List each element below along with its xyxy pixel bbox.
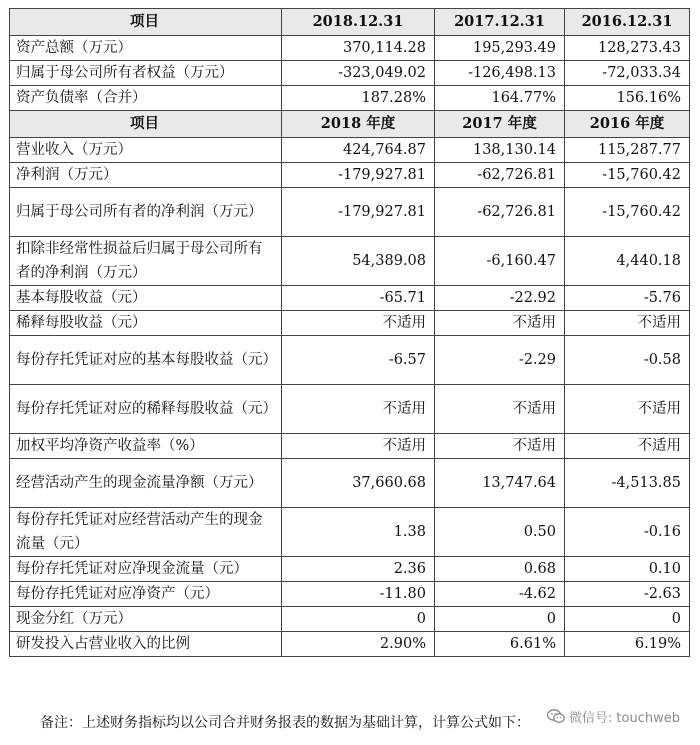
value-2016: 4,440.18 [565,237,690,286]
value-2018: 1.38 [282,508,435,557]
value-2016: 6.19% [565,632,690,657]
value-2016: -2.63 [565,582,690,607]
value-2018: -179,927.81 [282,163,435,188]
header-cell: 2018 年度 [282,111,435,138]
table-row [10,508,690,557]
header-cell: 2016 年度 [565,111,690,138]
header-cell: 2016.12.31 [565,9,690,36]
value-2016: 不适用 [565,311,690,336]
row-label: 资产负债率（合并） [10,86,282,111]
row-label: 归属于母公司所有者权益（万元） [10,61,282,86]
value-2017: 0 [435,607,565,632]
value-2018: -323,049.02 [282,61,435,86]
value-2017: -22.92 [435,286,565,311]
value-2016: 不适用 [565,434,690,459]
value-2017: 138,130.14 [435,138,565,163]
financial-table [9,8,690,657]
row-label: 稀释每股收益（元） [10,311,282,336]
header-cell: 2018.12.31 [282,9,435,36]
value-2016: -15,760.42 [565,188,690,237]
value-2018: 187.28% [282,86,435,111]
value-2017: -126,498.13 [435,61,565,86]
header-cell: 项目 [10,9,282,36]
value-2016: -4,513.85 [565,459,690,508]
row-label: 每份存托凭证对应的稀释每股收益（元） [10,385,282,434]
wechat-icon [547,709,565,724]
watermark [543,705,684,728]
row-label: 基本每股收益（元） [10,286,282,311]
header-cell: 2017 年度 [435,111,565,138]
table-row [10,557,690,582]
row-label: 研发投入占营业收入的比例 [10,632,282,657]
value-2016: 156.16% [565,86,690,111]
table-row [10,434,690,459]
value-2018: -179,927.81 [282,188,435,237]
value-2018: 2.36 [282,557,435,582]
value-2016: 128,273.43 [565,36,690,61]
header-row-balance [10,9,690,36]
table-row [10,311,690,336]
table-row [10,632,690,657]
table-row [10,385,690,434]
row-label: 归属于母公司所有者的净利润（万元） [10,188,282,237]
value-2017: -2.29 [435,336,565,385]
value-2018: 0 [282,607,435,632]
value-2018: 不适用 [282,311,435,336]
watermark-text: 微信号: touchweb [568,711,680,726]
value-2016: 0.10 [565,557,690,582]
row-label: 扣除非经常性损益后归属于母公司所有者的净利润（万元） [10,237,282,286]
value-2017: 不适用 [435,434,565,459]
table-row [10,286,690,311]
value-2018: 424,764.87 [282,138,435,163]
row-label: 现金分红（万元） [10,607,282,632]
value-2017: -62,726.81 [435,163,565,188]
row-label: 每份存托凭证对应净现金流量（元） [10,557,282,582]
value-2017: -62,726.81 [435,188,565,237]
value-2016: -15,760.42 [565,163,690,188]
value-2017: 不适用 [435,311,565,336]
value-2017: 0.68 [435,557,565,582]
value-2018: 37,660.68 [282,459,435,508]
value-2017: 164.77% [435,86,565,111]
table-row [10,36,690,61]
table-row [10,607,690,632]
value-2018: 2.90% [282,632,435,657]
value-2017: 13,747.64 [435,459,565,508]
header-row-annual [10,111,690,138]
table-row [10,237,690,286]
table-row [10,188,690,237]
value-2017: 不适用 [435,385,565,434]
value-2018: 370,114.28 [282,36,435,61]
value-2017: 0.50 [435,508,565,557]
value-2017: -4.62 [435,582,565,607]
value-2016: -0.58 [565,336,690,385]
value-2017: 6.61% [435,632,565,657]
header-cell: 2017.12.31 [435,9,565,36]
value-2016: 115,287.77 [565,138,690,163]
row-label: 资产总额（万元） [10,36,282,61]
value-2018: 不适用 [282,434,435,459]
value-2016: 0 [565,607,690,632]
row-label: 每份存托凭证对应经营活动产生的现金流量（元） [10,508,282,557]
table-row [10,582,690,607]
value-2017: -6,160.47 [435,237,565,286]
value-2016: 不适用 [565,385,690,434]
row-label: 净利润（万元） [10,163,282,188]
row-label: 每份存托凭证对应的基本每股收益（元） [10,336,282,385]
table-row [10,61,690,86]
value-2018: 不适用 [282,385,435,434]
value-2018: 54,389.08 [282,237,435,286]
value-2018: -65.71 [282,286,435,311]
table-row [10,459,690,508]
value-2018: -6.57 [282,336,435,385]
table-row [10,86,690,111]
row-label: 营业收入（万元） [10,138,282,163]
value-2018: -11.80 [282,582,435,607]
table-row [10,163,690,188]
header-cell: 项目 [10,111,282,138]
footnote: 备注：上述财务指标均以公司合并财务报表的数据为基础计算，计算公式如下： [40,715,530,731]
row-label: 每份存托凭证对应净资产（元） [10,582,282,607]
table-row [10,336,690,385]
value-2016: -72,033.34 [565,61,690,86]
value-2016: -0.16 [565,508,690,557]
table-row [10,138,690,163]
value-2017: 195,293.49 [435,36,565,61]
row-label: 经营活动产生的现金流量净额（万元） [10,459,282,508]
row-label: 加权平均净资产收益率（%） [10,434,282,459]
value-2016: -5.76 [565,286,690,311]
